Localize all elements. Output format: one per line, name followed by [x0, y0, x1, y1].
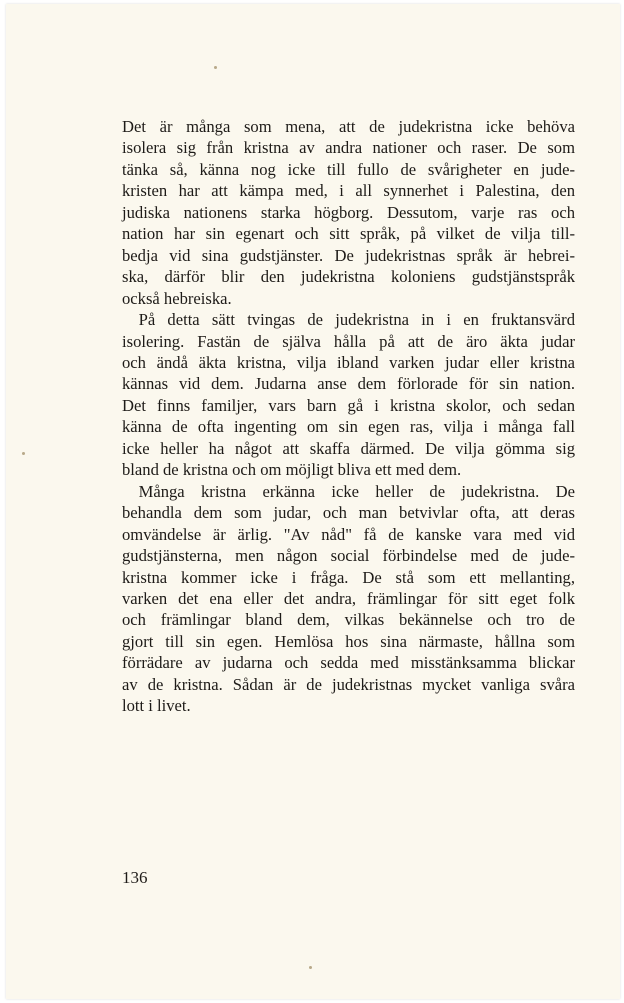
text-line: och ändå äkta kristna, vilja ibland varken judar eller kristna	[122, 352, 575, 372]
text-line: judiska nationens starka högborg. Dessutom, varje ras och	[122, 202, 575, 222]
text-line: av de kristna. Sådan är de judekristnas mycket vanliga svåra	[122, 674, 575, 694]
text-line: kännas vid dem. Judarna anse dem förlorade för sin nation.	[122, 374, 575, 394]
book-page	[6, 4, 620, 999]
text-line: gudstjänsterna, men någon social förbindelse med de jude-	[122, 546, 575, 566]
text-line: också hebreiska.	[122, 288, 232, 308]
body-text	[122, 116, 575, 717]
text-line: Det finns familjer, vars barn gå i kristna skolor, och sedan	[122, 395, 575, 415]
text-line: varken det ena eller det andra, främlingar för sitt eget folk	[122, 588, 575, 608]
page-number: 136	[122, 868, 148, 887]
text-line: behandla dem som judar, och man betvivlar ofta, att deras	[122, 503, 575, 523]
text-line: isolering. Fastän de själva hålla på att de äro äkta judar	[122, 331, 575, 351]
text-line: kristen har att kämpa med, i all synnerhet i Palestina, den	[122, 181, 575, 201]
speck	[214, 66, 217, 69]
text-line: Många kristna erkänna icke heller de judekristna. De	[138, 481, 575, 501]
speck	[309, 966, 312, 969]
text-line: tänka så, känna nog icke till fullo de svårigheter en jude-	[122, 159, 575, 179]
text-line: bland de kristna och om möjligt bliva ett med dem.	[122, 460, 462, 480]
text-line: ska, därför blir den judekristna koloniens gudstjänstspråk	[122, 267, 575, 287]
text-line: icke heller ha något att skaffa därmed. De vilja gömma sig	[122, 438, 575, 458]
text-line: isolera sig från kristna av andra nationer och raser. De som	[122, 138, 575, 158]
text-line: lott i livet.	[122, 696, 191, 716]
text-line: känna de ofta ingenting om sin egen ras, vilja i många fall	[122, 417, 575, 437]
text-line: förrädare av judarna och sedda med misstänksamma blickar	[122, 653, 575, 673]
speck	[22, 452, 25, 455]
text-line: och främlingar bland dem, vilkas bekännelse och tro de	[122, 610, 575, 630]
text-line: Det är många som mena, att de judekristna icke behöva	[122, 117, 575, 136]
text-line: På detta sätt tvingas de judekristna in i en fruktansvärd	[138, 310, 575, 330]
text-line: nation har sin egenart och sitt språk, på vilket de vilja till-	[122, 224, 575, 244]
text-line: omvändelse är ärlig. "Av nåd" få de kanske vara med vid	[122, 524, 575, 544]
text-line: gjort till sin egen. Hemlösa hos sina närmaste, hållna som	[122, 631, 575, 651]
text-line: bedja vid sina gudstjänster. De judekristnas språk är hebrei-	[122, 245, 575, 265]
text-line: kristna kommer icke i fråga. De stå som ett mellanting,	[122, 567, 575, 587]
